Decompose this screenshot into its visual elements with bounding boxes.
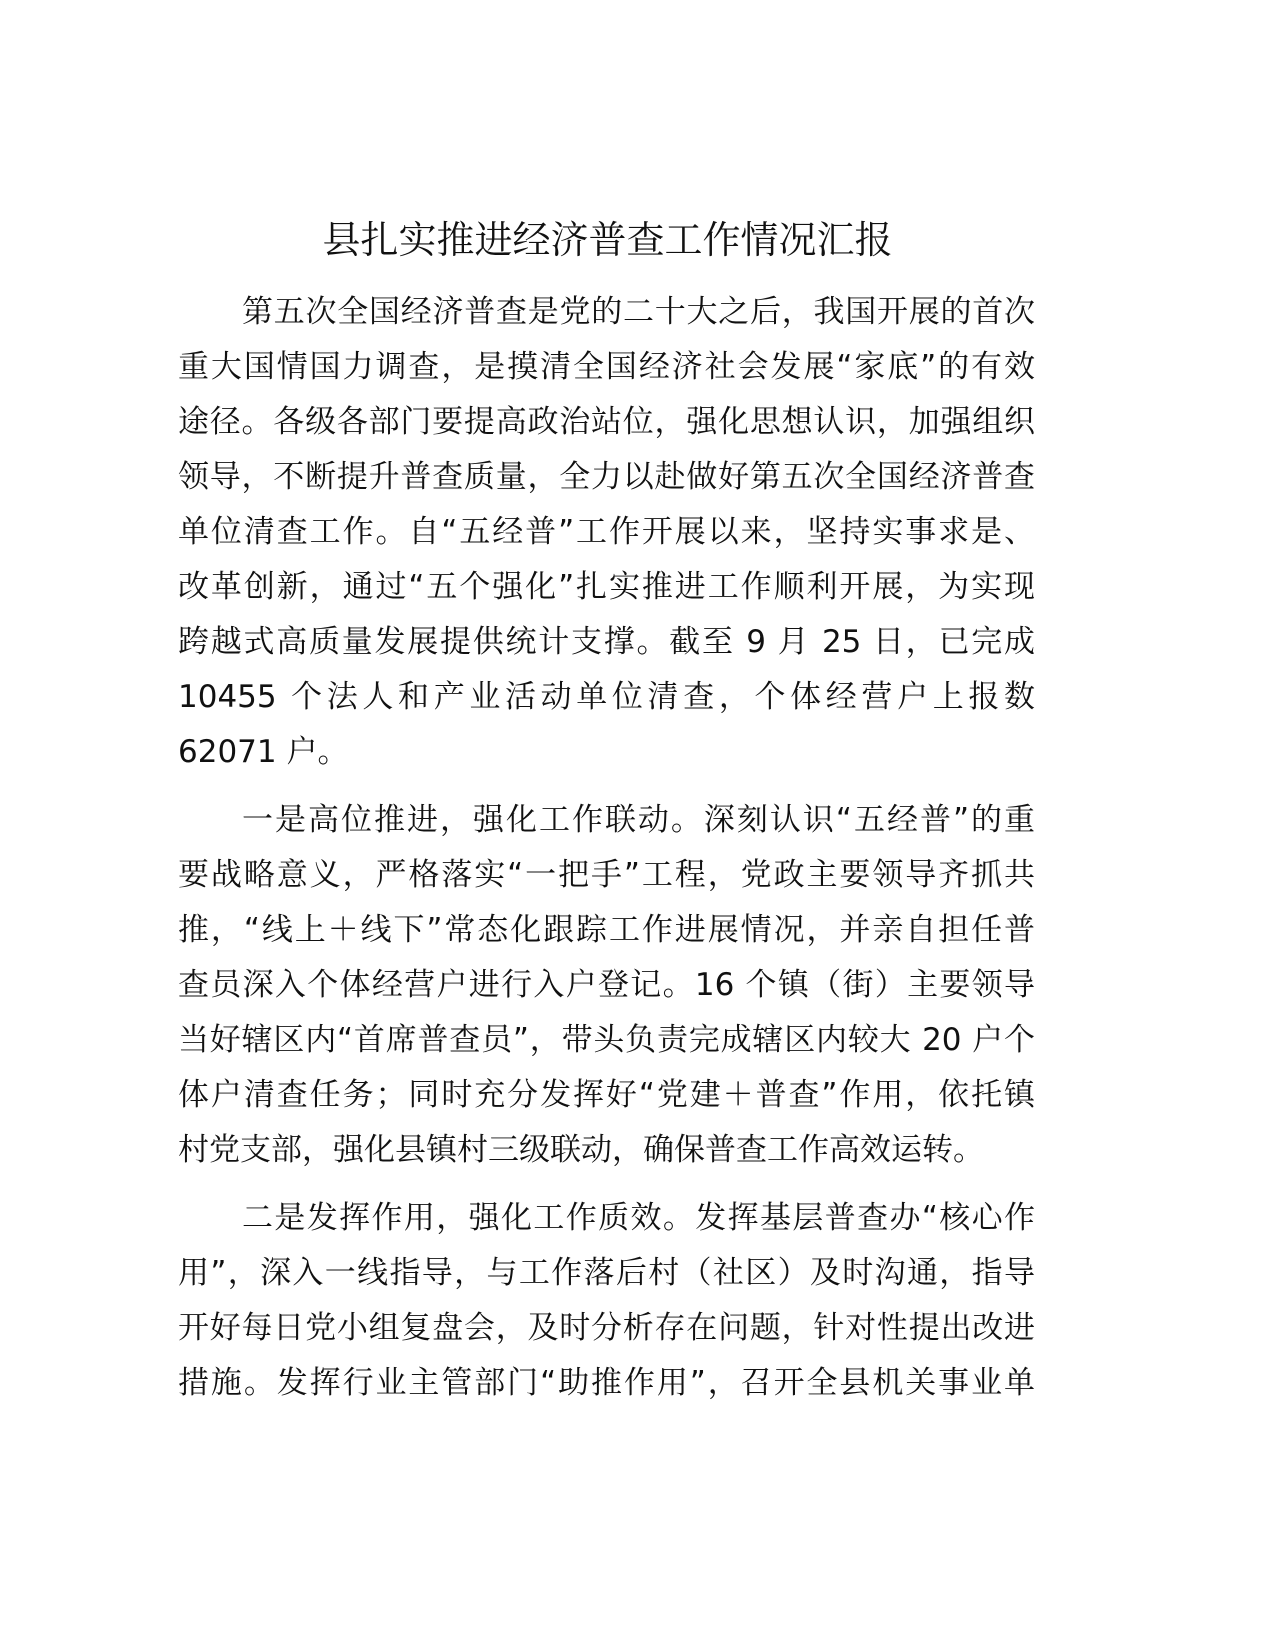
- paragraph: [178, 285, 1035, 780]
- text-line: 改革创新，通过“五个强化”扎实推进工作顺利开展，为实现: [178, 569, 1035, 605]
- text-line: 62071 户。: [178, 734, 349, 770]
- text-line: 跨越式高质量发展提供统计支撑。截至 9 月 25 日，已完成: [178, 624, 1035, 660]
- document-title: 县扎实推进经济普查工作情况汇报: [322, 218, 893, 262]
- text-line: 领导，不断提升普查质量，全力以赴做好第五次全国经济普查: [178, 459, 1035, 495]
- text-line: 10455 个法人和产业活动单位清查，个体经营户上报数: [178, 679, 1035, 715]
- text-line: 第五次全国经济普查是党的二十大之后，我国开展的首次: [242, 294, 1035, 330]
- text-line: 村党支部，强化县镇村三级联动，确保普查工作高效运转。: [178, 1132, 984, 1168]
- text-line: 途径。各级各部门要提高政治站位，强化思想认识，加强组织: [178, 404, 1035, 440]
- paragraph: [178, 1191, 1035, 1411]
- text-line: 当好辖区内“首席普查员”，带头负责完成辖区内较大 20 户个: [178, 1022, 1035, 1058]
- text-line: 重大国情国力调查，是摸清全国经济社会发展“家底”的有效: [178, 349, 1035, 385]
- text-line: 体户清查任务；同时充分发挥好“党建＋普查”作用，依托镇: [178, 1077, 1035, 1113]
- text-line: 推，“线上＋线下”常态化跟踪工作进展情况，并亲自担任普: [178, 912, 1035, 948]
- text-line: 二是发挥作用，强化工作质效。发挥基层普查办“核心作: [242, 1200, 1035, 1236]
- text-line: 开好每日党小组复盘会，及时分析存在问题，针对性提出改进: [178, 1310, 1035, 1346]
- text-line: 一是高位推进，强化工作联动。深刻认识“五经普”的重: [242, 802, 1035, 838]
- document-body: [178, 285, 1035, 1424]
- paragraph: [178, 793, 1035, 1178]
- text-line: 查员深入个体经营户进行入户登记。16 个镇（街）主要领导: [178, 967, 1035, 1003]
- text-line: 单位清查工作。自“五经普”工作开展以来，坚持实事求是、: [178, 514, 1035, 550]
- text-line: 用”，深入一线指导，与工作落后村（社区）及时沟通，指导: [178, 1255, 1035, 1291]
- text-line: 措施。发挥行业主管部门“助推作用”，召开全县机关事业单: [178, 1365, 1035, 1401]
- text-line: 要战略意义，严格落实“一把手”工程，党政主要领导齐抓共: [178, 857, 1035, 893]
